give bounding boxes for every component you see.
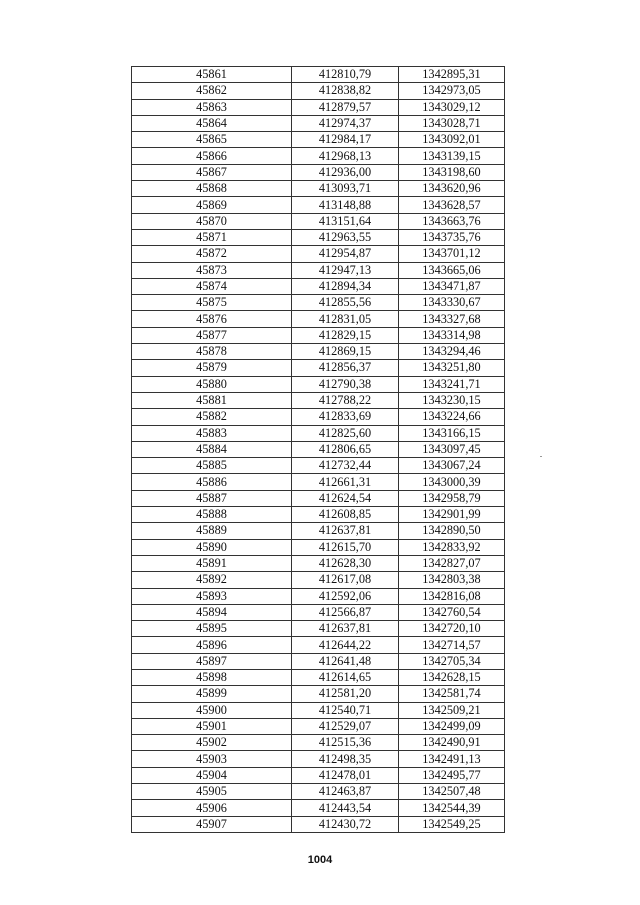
y-coordinate-cell: 1343665,06 xyxy=(399,262,505,278)
point-number-cell: 45901 xyxy=(132,718,292,734)
point-number-cell: 45866 xyxy=(132,148,292,164)
point-number-cell: 45895 xyxy=(132,621,292,637)
x-coordinate-cell: 412954,87 xyxy=(292,246,399,262)
table-row xyxy=(132,425,505,441)
table-row xyxy=(132,588,505,604)
x-coordinate-cell: 412869,15 xyxy=(292,344,399,360)
table-row xyxy=(132,327,505,343)
y-coordinate-cell: 1343029,12 xyxy=(399,99,505,115)
table-row xyxy=(132,213,505,229)
point-number-cell: 45907 xyxy=(132,816,292,832)
x-coordinate-cell: 412644,22 xyxy=(292,637,399,653)
point-number-cell: 45899 xyxy=(132,686,292,702)
y-coordinate-cell: 1342958,79 xyxy=(399,490,505,506)
table-row xyxy=(132,637,505,653)
table-row xyxy=(132,800,505,816)
x-coordinate-cell: 412540,71 xyxy=(292,702,399,718)
y-coordinate-cell: 1342705,34 xyxy=(399,653,505,669)
table-row xyxy=(132,458,505,474)
table-row xyxy=(132,507,505,523)
y-coordinate-cell: 1342544,39 xyxy=(399,800,505,816)
x-coordinate-cell: 412637,81 xyxy=(292,621,399,637)
x-coordinate-cell: 412614,65 xyxy=(292,669,399,685)
point-number-cell: 45904 xyxy=(132,767,292,783)
table-row xyxy=(132,262,505,278)
point-number-cell: 45862 xyxy=(132,83,292,99)
y-coordinate-cell: 1343224,66 xyxy=(399,409,505,425)
x-coordinate-cell: 412443,54 xyxy=(292,800,399,816)
y-coordinate-cell: 1343092,01 xyxy=(399,132,505,148)
x-coordinate-cell: 412608,85 xyxy=(292,507,399,523)
point-number-cell: 45876 xyxy=(132,311,292,327)
x-coordinate-cell: 412788,22 xyxy=(292,392,399,408)
point-number-cell: 45864 xyxy=(132,115,292,131)
table-row xyxy=(132,360,505,376)
coordinates-table-body xyxy=(132,67,505,833)
y-coordinate-cell: 1343241,71 xyxy=(399,376,505,392)
point-number-cell: 45886 xyxy=(132,474,292,490)
x-coordinate-cell: 412498,35 xyxy=(292,751,399,767)
y-coordinate-cell: 1342581,74 xyxy=(399,686,505,702)
y-coordinate-cell: 1342490,91 xyxy=(399,735,505,751)
table-row xyxy=(132,490,505,506)
table-row xyxy=(132,181,505,197)
point-number-cell: 45891 xyxy=(132,555,292,571)
y-coordinate-cell: 1343198,60 xyxy=(399,164,505,180)
point-number-cell: 45906 xyxy=(132,800,292,816)
y-coordinate-cell: 1342827,07 xyxy=(399,555,505,571)
point-number-cell: 45867 xyxy=(132,164,292,180)
point-number-cell: 45888 xyxy=(132,507,292,523)
point-number-cell: 45889 xyxy=(132,523,292,539)
y-coordinate-cell: 1342901,99 xyxy=(399,507,505,523)
table-row xyxy=(132,702,505,718)
point-number-cell: 45892 xyxy=(132,572,292,588)
table-row xyxy=(132,278,505,294)
x-coordinate-cell: 412829,15 xyxy=(292,327,399,343)
point-number-cell: 45890 xyxy=(132,539,292,555)
x-coordinate-cell: 412478,01 xyxy=(292,767,399,783)
table-row xyxy=(132,686,505,702)
table-row xyxy=(132,392,505,408)
x-coordinate-cell: 413093,71 xyxy=(292,181,399,197)
y-coordinate-cell: 1343471,87 xyxy=(399,278,505,294)
point-number-cell: 45897 xyxy=(132,653,292,669)
y-coordinate-cell: 1342499,09 xyxy=(399,718,505,734)
table-row xyxy=(132,767,505,783)
point-number-cell: 45905 xyxy=(132,784,292,800)
x-coordinate-cell: 412790,38 xyxy=(292,376,399,392)
table-row xyxy=(132,311,505,327)
y-coordinate-cell: 1342509,21 xyxy=(399,702,505,718)
y-coordinate-cell: 1342760,54 xyxy=(399,604,505,620)
y-coordinate-cell: 1343166,15 xyxy=(399,425,505,441)
table-row xyxy=(132,539,505,555)
y-coordinate-cell: 1343251,80 xyxy=(399,360,505,376)
y-coordinate-cell: 1343230,15 xyxy=(399,392,505,408)
x-coordinate-cell: 412806,65 xyxy=(292,441,399,457)
y-coordinate-cell: 1343000,39 xyxy=(399,474,505,490)
table-row xyxy=(132,409,505,425)
x-coordinate-cell: 412984,17 xyxy=(292,132,399,148)
page-number: 1004 xyxy=(307,854,333,866)
x-coordinate-cell: 412968,13 xyxy=(292,148,399,164)
x-coordinate-cell: 412624,54 xyxy=(292,490,399,506)
point-number-cell: 45865 xyxy=(132,132,292,148)
x-coordinate-cell: 412963,55 xyxy=(292,229,399,245)
point-number-cell: 45900 xyxy=(132,702,292,718)
point-number-cell: 45869 xyxy=(132,197,292,213)
x-coordinate-cell: 412855,56 xyxy=(292,295,399,311)
coordinates-table xyxy=(131,66,505,833)
point-number-cell: 45894 xyxy=(132,604,292,620)
table-row xyxy=(132,735,505,751)
x-coordinate-cell: 412947,13 xyxy=(292,262,399,278)
table-row xyxy=(132,555,505,571)
table-row xyxy=(132,621,505,637)
y-coordinate-cell: 1343330,67 xyxy=(399,295,505,311)
y-coordinate-cell: 1342816,08 xyxy=(399,588,505,604)
table-row xyxy=(132,572,505,588)
point-number-cell: 45887 xyxy=(132,490,292,506)
x-coordinate-cell: 412810,79 xyxy=(292,67,399,83)
table-row xyxy=(132,164,505,180)
x-coordinate-cell: 412430,72 xyxy=(292,816,399,832)
table-row xyxy=(132,523,505,539)
x-coordinate-cell: 412566,87 xyxy=(292,604,399,620)
point-number-cell: 45877 xyxy=(132,327,292,343)
y-coordinate-cell: 1343327,68 xyxy=(399,311,505,327)
table-row xyxy=(132,784,505,800)
x-coordinate-cell: 412974,37 xyxy=(292,115,399,131)
table-row xyxy=(132,376,505,392)
point-number-cell: 45883 xyxy=(132,425,292,441)
table-row xyxy=(132,229,505,245)
point-number-cell: 45874 xyxy=(132,278,292,294)
point-number-cell: 45880 xyxy=(132,376,292,392)
x-coordinate-cell: 412732,44 xyxy=(292,458,399,474)
table-row xyxy=(132,816,505,832)
point-number-cell: 45896 xyxy=(132,637,292,653)
y-coordinate-cell: 1342491,13 xyxy=(399,751,505,767)
point-number-cell: 45903 xyxy=(132,751,292,767)
y-coordinate-cell: 1343314,98 xyxy=(399,327,505,343)
x-coordinate-cell: 413151,64 xyxy=(292,213,399,229)
x-coordinate-cell: 412515,36 xyxy=(292,735,399,751)
table-row xyxy=(132,99,505,115)
y-coordinate-cell: 1343701,12 xyxy=(399,246,505,262)
table-row xyxy=(132,474,505,490)
y-coordinate-cell: 1343628,57 xyxy=(399,197,505,213)
x-coordinate-cell: 412831,05 xyxy=(292,311,399,327)
y-coordinate-cell: 1342833,92 xyxy=(399,539,505,555)
table-row xyxy=(132,67,505,83)
x-coordinate-cell: 412628,30 xyxy=(292,555,399,571)
x-coordinate-cell: 412894,34 xyxy=(292,278,399,294)
point-number-cell: 45893 xyxy=(132,588,292,604)
point-number-cell: 45884 xyxy=(132,441,292,457)
scan-artifact-dot xyxy=(540,456,542,457)
y-coordinate-cell: 1342720,10 xyxy=(399,621,505,637)
y-coordinate-cell: 1342890,50 xyxy=(399,523,505,539)
x-coordinate-cell: 412615,70 xyxy=(292,539,399,555)
y-coordinate-cell: 1342549,25 xyxy=(399,816,505,832)
table-row xyxy=(132,115,505,131)
y-coordinate-cell: 1342973,05 xyxy=(399,83,505,99)
x-coordinate-cell: 412838,82 xyxy=(292,83,399,99)
table-row xyxy=(132,132,505,148)
x-coordinate-cell: 412936,00 xyxy=(292,164,399,180)
point-number-cell: 45873 xyxy=(132,262,292,278)
point-number-cell: 45902 xyxy=(132,735,292,751)
x-coordinate-cell: 412617,08 xyxy=(292,572,399,588)
x-coordinate-cell: 413148,88 xyxy=(292,197,399,213)
y-coordinate-cell: 1343663,76 xyxy=(399,213,505,229)
point-number-cell: 45878 xyxy=(132,344,292,360)
x-coordinate-cell: 412592,06 xyxy=(292,588,399,604)
point-number-cell: 45879 xyxy=(132,360,292,376)
table-row xyxy=(132,604,505,620)
x-coordinate-cell: 412661,31 xyxy=(292,474,399,490)
table-row xyxy=(132,246,505,262)
table-row xyxy=(132,669,505,685)
table-row xyxy=(132,751,505,767)
y-coordinate-cell: 1343735,76 xyxy=(399,229,505,245)
table-row xyxy=(132,441,505,457)
y-coordinate-cell: 1343139,15 xyxy=(399,148,505,164)
table-row xyxy=(132,653,505,669)
x-coordinate-cell: 412641,48 xyxy=(292,653,399,669)
point-number-cell: 45875 xyxy=(132,295,292,311)
point-number-cell: 45868 xyxy=(132,181,292,197)
point-number-cell: 45882 xyxy=(132,409,292,425)
x-coordinate-cell: 412529,07 xyxy=(292,718,399,734)
x-coordinate-cell: 412637,81 xyxy=(292,523,399,539)
point-number-cell: 45871 xyxy=(132,229,292,245)
y-coordinate-cell: 1342714,57 xyxy=(399,637,505,653)
point-number-cell: 45872 xyxy=(132,246,292,262)
y-coordinate-cell: 1343620,96 xyxy=(399,181,505,197)
y-coordinate-cell: 1342803,38 xyxy=(399,572,505,588)
point-number-cell: 45898 xyxy=(132,669,292,685)
point-number-cell: 45881 xyxy=(132,392,292,408)
x-coordinate-cell: 412833,69 xyxy=(292,409,399,425)
point-number-cell: 45870 xyxy=(132,213,292,229)
x-coordinate-cell: 412825,60 xyxy=(292,425,399,441)
table-row xyxy=(132,197,505,213)
point-number-cell: 45861 xyxy=(132,67,292,83)
y-coordinate-cell: 1342628,15 xyxy=(399,669,505,685)
y-coordinate-cell: 1343294,46 xyxy=(399,344,505,360)
y-coordinate-cell: 1343028,71 xyxy=(399,115,505,131)
y-coordinate-cell: 1342507,48 xyxy=(399,784,505,800)
y-coordinate-cell: 1343097,45 xyxy=(399,441,505,457)
table-row xyxy=(132,718,505,734)
point-number-cell: 45863 xyxy=(132,99,292,115)
x-coordinate-cell: 412463,87 xyxy=(292,784,399,800)
y-coordinate-cell: 1343067,24 xyxy=(399,458,505,474)
x-coordinate-cell: 412581,20 xyxy=(292,686,399,702)
table-row xyxy=(132,148,505,164)
x-coordinate-cell: 412856,37 xyxy=(292,360,399,376)
table-row xyxy=(132,295,505,311)
y-coordinate-cell: 1342495,77 xyxy=(399,767,505,783)
table-row xyxy=(132,83,505,99)
y-coordinate-cell: 1342895,31 xyxy=(399,67,505,83)
point-number-cell: 45885 xyxy=(132,458,292,474)
table-row xyxy=(132,344,505,360)
x-coordinate-cell: 412879,57 xyxy=(292,99,399,115)
